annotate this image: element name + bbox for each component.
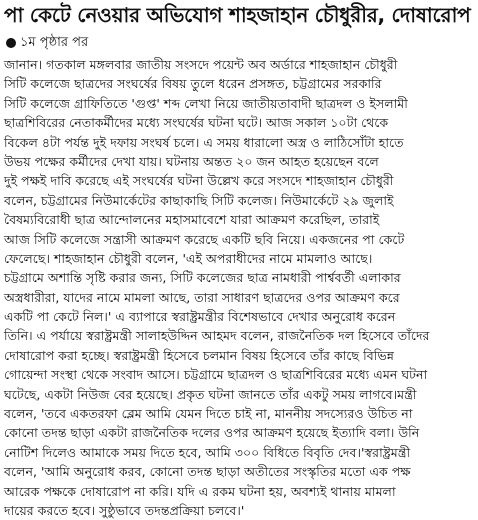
body-line: আজ সিটি কলেজে সন্ত্রাসী আক্রমণ করেছে একটি ছবি নিয়ে। একজনের পা কেটে bbox=[4, 231, 405, 247]
bullet-icon bbox=[6, 38, 16, 48]
article-body bbox=[4, 55, 474, 520]
body-line: বৈষম্যবিরোধী ছাত্র আন্দোলনের মহাসমাবেশে যারা আক্রমণ করেছিল, তারাই bbox=[4, 212, 380, 228]
body-line: আরেক পক্ষকে দোষারোপ না করি। যদি এ রকম ঘটনা হয়, অবশ্যই থানায় মামলা bbox=[4, 483, 396, 499]
body-line: দায়ের করতে হবে। সুষ্ঠুভাবে তদন্তপ্রক্রিয়া চলবে।' bbox=[4, 502, 245, 518]
body-line: জানান। গতকাল মঙ্গলবার জাতীয় সংসদে পয়েন্ট অব অর্ডারে শাহজাহান চৌধুরী bbox=[4, 57, 398, 72]
body-line: অস্ত্রধারীরা, যাদের নামে মামলা আছে, তারা সাধারণ ছাত্রদের ওপর আক্রমণ করে bbox=[4, 289, 400, 305]
body-line: দোষারোপ করা হচ্ছে। স্বরাষ্ট্রমন্ত্রী হিসেবে চলমান বিষয় হিসেবে তাঁর কাছে বিভিন্ন bbox=[4, 347, 394, 363]
body-line: বিকেল ৪টা পর্যন্ত দুই দফায় সংঘর্ষ চলে। এ সময় ধারালো অস্ত্র ও লাঠিসোঁটা হাতে bbox=[4, 134, 404, 150]
body-line: ফেলেছে। শাহজাহান চৌধুরী বলেন, 'এই অপরাধীদের নামে মামলাও আছে। bbox=[4, 250, 373, 266]
headline: পা কেটে নেওয়ার অভিযোগ শাহজাহান চৌধুরীর, দোষারোপ bbox=[4, 3, 471, 27]
body-line: কোনো তদন্ত ছাড়া একটা রাজনৈতিক দলের ওপর আক্রমণ হয়েছে ইত্যাদি বলা। উনি bbox=[4, 425, 420, 441]
body-line: উভয় পক্ষের কর্মীদের দেখা যায়। ঘটনায় অন্তত ২০ জন আহত হয়েছেন বলে bbox=[4, 153, 379, 169]
body-line: ছাত্রশিবিরের নেতাকর্মীদের মধ্যে সংঘর্ষের ঘটনা ঘটে। আজ সকাল ১০টা থেকে bbox=[4, 115, 389, 131]
body-line: নোটিশ দিলেও আমাকে সময় দিতে হবে, আমি ৩০০ বিধিতে বিবৃতি দেব।'স্বরাষ্ট্রমন্ত্রী bbox=[4, 444, 411, 460]
body-line: সিটি কলেজে গ্রাফিতিতে 'গুপ্ত' শব্দ লেখা নিয়ে জাতীয়তাবাদী ছাত্রদল ও ইসলামী bbox=[4, 95, 408, 111]
body-line: বলেন, 'আমি অনুরোধ করব, কোনো তদন্ত ছাড়া অতীতের সংস্কৃতির মতো এক পক্ষ bbox=[4, 464, 411, 480]
continuation-marker bbox=[6, 33, 88, 53]
body-line: গোয়েন্দা সংস্থা থেকে সংবাদ আসে। চট্টগ্রামে ছাত্রদল ও ছাত্রশিবিরের মধ্যে এমন ঘটনা bbox=[4, 367, 428, 383]
body-line: তিনি। এ পর্যায়ে স্বরাষ্ট্রমন্ত্রী সালাহউদ্দিন আহমদ বলেন, রাজনৈতিক দল হিসেবে তাঁদের bbox=[4, 328, 430, 344]
body-line: ঘটেছে, একটা নিউজ বের হয়েছে। প্রকৃত ঘটনা জানতে তাঁর একটু সময় লাগবে।মন্ত্রী bbox=[4, 386, 417, 402]
body-line: চট্টগ্রামে অশান্তি সৃষ্টি করার জন্য, সিটি কলেজের ছাত্র নামধারী পার্শ্ববর্তী এলাকার bbox=[4, 270, 401, 286]
body-line: বলেন, চট্টগ্রামের নিউমার্কেটের কাছাকাছি সিটি কলেজ। নিউমার্কেটে ২৯ জুলাই bbox=[4, 192, 394, 208]
continuation-label: ১ম পৃষ্ঠার পর bbox=[20, 35, 89, 50]
body-line: সিটি কলেজে ছাত্রদের সংঘর্ষের বিষয় তুলে ধরেন প্রসঙ্গত, চট্টগ্রামের সরকারি bbox=[4, 76, 382, 92]
body-line: বলেন, 'তবে একতরফা ব্লেম আমি যেমন দিতে চাই না, মাননীয় সদস্যেরও উচিত না bbox=[4, 406, 413, 422]
body-line: একটি পা কেটে নিল।' এ ব্যাপারে স্বরাষ্ট্রমন্ত্রীর বিশেষভাবে দেখার অনুরোধ করেন bbox=[4, 309, 396, 325]
body-line: দুই পক্ষই দাবি করেছে এই সংঘর্ষের ঘটনা উল্লেখ করে সংসদে শাহজাহান চৌধুরী bbox=[4, 173, 394, 189]
